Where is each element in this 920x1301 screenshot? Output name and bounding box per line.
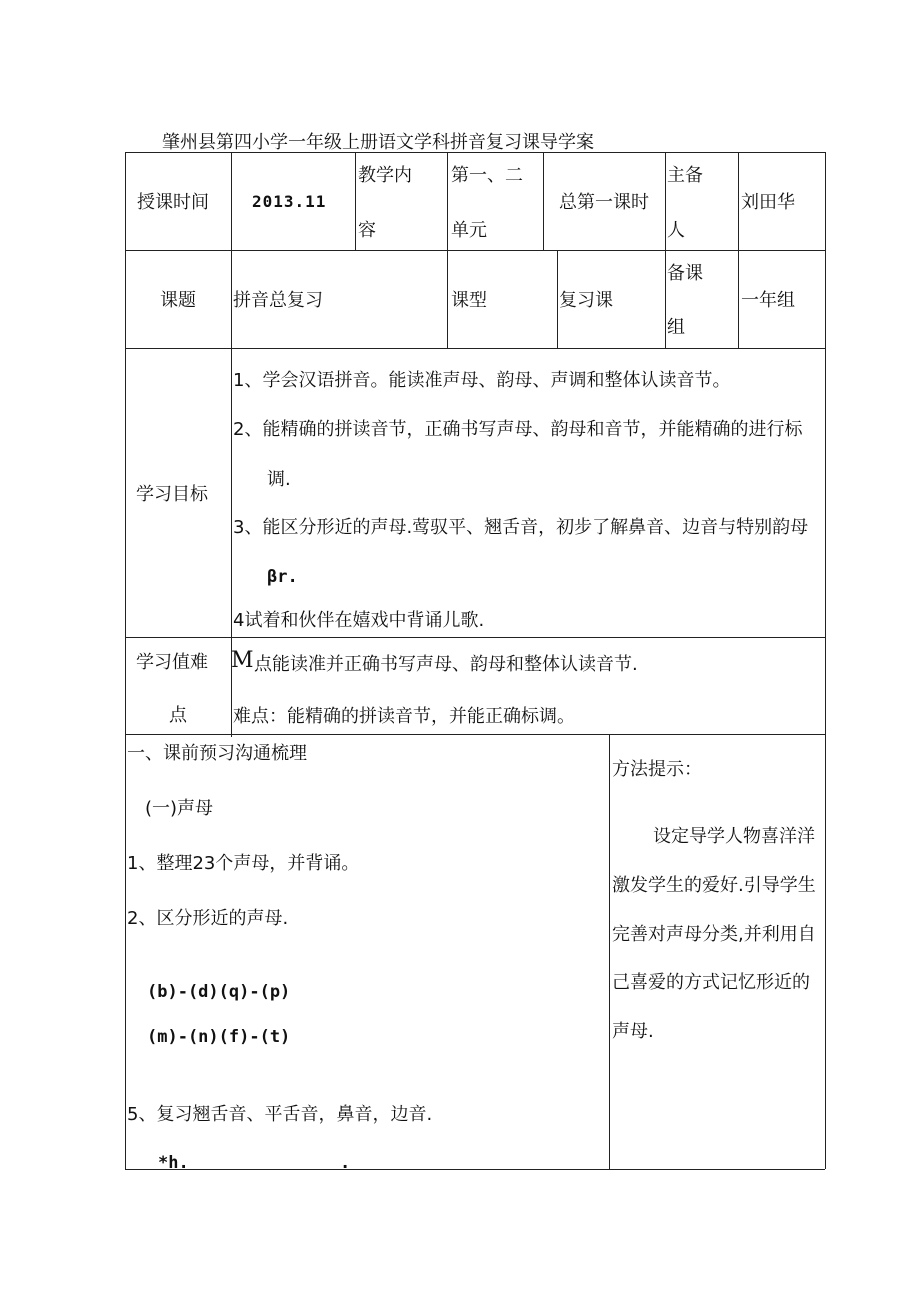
content-label-1: 教学内 [358,165,412,186]
group-label-1: 备课 [667,263,703,284]
topic-label: 课题 [160,290,196,311]
preview-item-2: 2、区分形近的声母. [127,908,289,929]
method-line-2: 激发学生的爱好.引导学生 [612,875,816,896]
key-point-mark: M [231,648,254,673]
date-value: 2013.11 [252,192,327,211]
goal-item-4: 4试着和伙伴在嬉戏中背诵儿歌. [233,610,485,631]
method-line-3: 完善对声母分类,并利用自 [612,924,816,945]
type-value: 复习课 [559,290,613,311]
unit-1: 第一、二 [451,165,523,186]
time-label: 授课时间 [137,192,209,213]
preview-heading: 一、课前预习沟通梳理 [127,743,307,764]
goal-item-1: 1、学会汉语拼音。能读准声母、韵母、声调和整体认读音节。 [233,370,731,391]
unit-2: 单元 [451,220,487,241]
lead-label-1: 主备 [667,165,703,186]
blank-start: *h. [158,1153,189,1173]
preview-subheading: (一)声母 [145,798,214,819]
lead-name: 刘田华 [741,192,795,213]
topic-value: 拼音总复习 [233,290,323,311]
goals-label: 学习目标 [136,484,208,505]
difficult-point: 难点：能精确的拼读音节，并能正确标调。 [233,706,575,727]
goal-item-3a: 3、能区分形近的声母.莺驭平、翘舌音，初步了解鼻音、边音与特别韵母 [233,517,809,538]
group-label-2: 组 [667,317,685,338]
period-value: 总第一课时 [559,192,649,213]
preview-item-5: 5、复习翘舌音、平舌音，鼻音，边音. [127,1104,433,1125]
preview-item-1: 1、整理23个声母，并背诵。 [127,853,360,874]
key-points-label-2: 点 [169,705,187,726]
document-title: 肇州县第四小学一年级上册语文学科拼音复习课导学案 [162,132,594,153]
consonant-pairs-1: (b)-(d)(q)-(p) [147,982,291,1002]
content-label-2: 容 [358,220,376,241]
consonant-pairs-2: (m)-(n)(f)-(t) [147,1027,291,1047]
blank-end: . [340,1153,351,1173]
group-value: 一年组 [741,290,795,311]
method-line-1: 设定导学人物喜洋洋 [653,826,815,847]
lead-label-2: 人 [667,220,685,241]
key-point: 点能读准并正确书写声母、韵母和整体认读音节. [254,654,638,675]
goal-item-2a: 2、能精确的拼读音节，正确书写声母、韵母和音节，并能精确的进行标 [233,419,803,440]
method-line-4: 己喜爱的方式记忆形近的 [612,972,810,993]
method-line-5: 声母. [612,1021,654,1042]
key-points-label-1: 学习值难 [136,652,208,673]
goal-item-3b: βr. [267,567,298,587]
goal-item-2b: 调. [267,469,291,490]
method-heading: 方法提示： [612,759,702,780]
type-label: 课型 [451,290,487,311]
